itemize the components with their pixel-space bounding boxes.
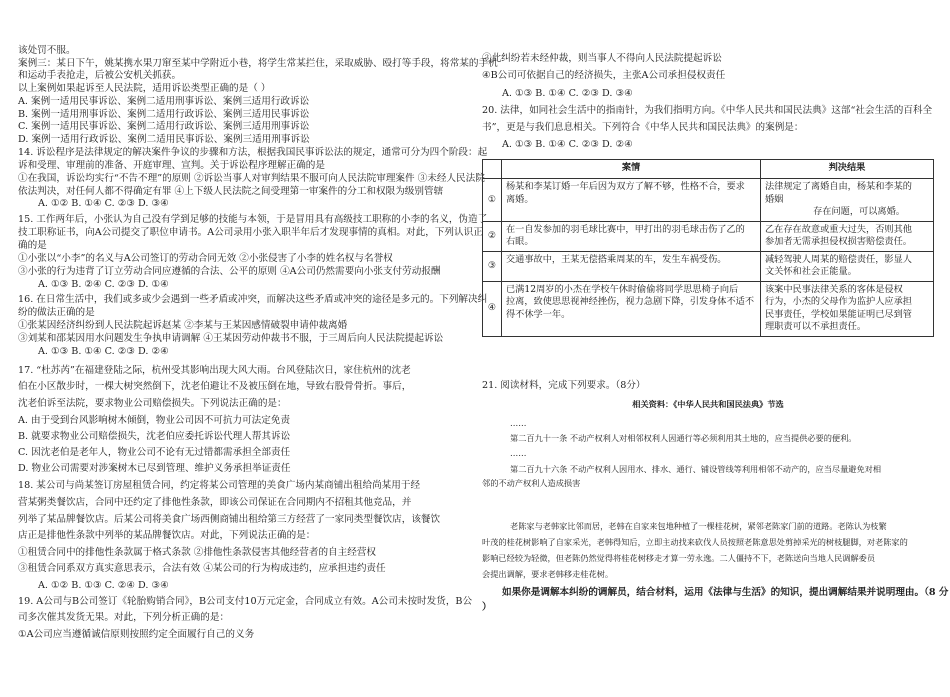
left-line-4: 以上案例如果起诉至人民法院，适用诉讼类型正确的是（ ） [18,83,271,94]
result-text-line: 法律规定了离婚自由，杨某和李某的 [765,181,912,192]
left-line-21: 纷的做法正确的是 [18,307,95,318]
left-line-14: 15. 工作两年后，小张认为自己没有学到足够的技能与本领，于是冒用具有高级技工职称的小李的名义，伪造了 [18,214,488,225]
left-line-33: 营某粥类餐饮店，合同中还约定了排他性条款，即该公司保证在合同期内不招租其他竞品，并 [18,497,412,508]
left-line-11: ①在我国，诉讼均实行“不告不理”的原则 ②诉讼当事人对审判结果不服可向人民法院审理案件 ③未经人民法院 [18,173,485,184]
q20-stem-1: 20. 法律，如同社会生活中的指南针，为我们指明方向。《中华人民共和国民法典》这部“社会生活的百科全 [482,105,933,116]
left-line-38: A. ①② B. ①③ C. ②④ D. ③④ [38,580,169,591]
result-text-line: 文关怀和社会正能量。 [765,266,857,277]
result-cell [761,221,934,251]
left-line-20: 16. 在日常生活中，我们或多或少会遇到一些矛盾或冲突，而解决这些矛盾或冲突的途径是多元的。下列解决纠 [18,294,488,305]
left-line-39: 19. A公司与B公司签订《轮胎购销合同》，B公司支付10万元定金，合同成立有效。A公司未按时发货，B公 [18,596,473,607]
ellipsis-1: …… [510,418,527,428]
result-text-line: 该案中民事法律关系的客体是侵权 [765,283,903,295]
case-table [482,159,934,337]
article-296-line1: 第二百九十六条 不动产权利人因用水、排水、通行、铺设管线等利用相邻不动产的，应当尽量避免对相 [510,464,882,474]
left-line-8: D. 案例一适用行政诉讼、案例二适用民事诉讼、案例三适用刑事诉讼 [18,134,310,145]
left-line-16: 确的是 [18,240,47,251]
row-number: ② [483,221,502,251]
result-text-line: 减轻驾驶人周某的赔偿责任，影显人 [765,253,912,265]
left-line-10: 诉和受理、审理前的准备、开庭审理、宣判。关于诉讼程序理解正确的是 [18,160,325,171]
header-case: 案情 [502,160,761,179]
left-line-18: ③小张的行为违背了订立劳动合同应遵循的合法、公平的原则 ④A公司仍然需要向小张支付劳动报酬 [18,266,441,277]
result-text-line: 乙在存在故意或重大过失，否则其他 [765,223,912,235]
left-line-17: ①小张以“小李”的名义与A公司签订的劳动合同无效 ②小张侵害了小李的姓名权与名誉权 [18,253,393,264]
left-line-36: ①租赁合同中的排他性条款属于格式条款 ②排他性条款侵害其他经营者的自主经营权 [18,547,377,558]
left-line-22: ①张某因经济纠纷到人民法院起诉赵某 ②李某与王某因感情破裂申请仲裁离婚 [18,320,348,331]
left-line-37: ③租赁合同系双方真实意思表示，合法有效 ④某公司的行为构成违约，应承担违约责任 [18,563,386,574]
table-row [483,251,934,281]
row-number: ④ [483,281,502,336]
result-text-line: 参加者无需承担侵权损害赔偿责任。 [765,236,912,247]
left-line-31: D. 物业公司需要对涉案树木已尽到管理、维护义务承担举证责任 [18,463,291,474]
result-text-line: 行为，小杰的父母作为监护人应承担 [765,296,912,307]
case-cell [502,179,761,222]
row-number: ① [483,179,502,222]
case-text-line: 拉离，致使思思视神经挫伤，视力急剧下降，引发身体不适不 [506,296,755,307]
article-296-line2: 邻的不动产权利人造成损害 [482,478,581,488]
left-line-32: 18. 某公司与尚某签订房屋租赁合同，约定将某公司管理的美食广场内某商铺出租给尚某用于经 [18,480,421,491]
q21-stem: 21. 阅读材料，完成下列要求。（8分） [482,380,646,391]
header-result: 判决结果 [761,160,934,179]
left-line-26: 伯在小区散步时，一棵大树突然倒下，沈老伯避让不及被压倒在地，导致右股骨骨折。事后， [18,381,412,392]
table-row [483,221,934,251]
left-line-27: 沈老伯诉至法院，要求物业公司赔偿损失。下列说法正确的是： [18,398,287,409]
left-line-3: 和运动手表抢走，后被公安机关抓获。 [18,70,182,81]
result-text-line: 民事责任，学校如果能证明已尽到管 [765,308,912,320]
article-291: 第二百九十一条 不动产权利人对相邻权利人因通行等必须利用其土地的，应当提供必要的便利。 [510,433,857,443]
result-text-line: 理职责可以不承担责任。 [765,321,867,332]
header-num [483,160,502,179]
case-cell [502,281,761,336]
case-text-line: 已满12周岁的小杰在学校午休时偷偷将同学思思椅子向后 [506,283,739,295]
left-line-12: 依法判决，对任何人都不得确定有罪 ④上下级人民法院之间受理第一审案件的分工和权限为级别管辖 [18,186,444,197]
table-row [483,281,934,336]
result-cell [761,251,934,281]
left-line-6: B. 案例一适用刑事诉讼、案例二适用行政诉讼、案例三适用民事诉讼 [18,109,310,120]
story-line-3: 影响已经较为轻微，但老陈仍然觉得将桂花树移走才算一劳永逸。二人僵持不下，老陈送向当地人民调解委员 [482,553,876,563]
left-line-28: A. 由于受到台风影响树木倾倒，物业公司因不可抗力可法定免责 [18,415,291,426]
left-line-9: 14. 诉讼程序是法律规定的解决案件争议的步骤和方法，根据我国民事诉讼法的规定，通常可分为四个阶段：起 [18,147,488,158]
q20-answers: A. ①③ B. ①④ C. ②③ D. ②④ [502,139,633,150]
story-line-4: 会提出调解，要求老韩移走桂花树。 [482,569,614,579]
right-column [482,0,949,697]
q20-stem-2: 书”，更是与我们息息相关。下列符合《中华人民共和国民法典》的案例是： [482,122,804,133]
left-column [18,0,498,697]
result-cell [761,281,934,336]
result-text-line: 婚姻 [765,193,784,205]
case-text-line: 杨某和李某订婚一年后因为双方了解不够，性格不合，要求 [506,181,745,192]
case-text-line: 得不休学一年。 [506,308,571,320]
left-line-29: B. 就要求物业公司赔偿损失，沈老伯应委托诉讼代理人帮其诉讼 [18,431,291,442]
left-line-34: 列举了某品牌餐饮店。后某公司将美食广场西侧商铺出租给第三方经营了一家同类型餐饮店，该餐饮 [18,514,441,525]
q19-option-3: ③此纠纷若未经仲裁，则当事人不得向人民法院提起诉讼 [482,53,722,64]
result-text-line: 存在问题，可以离婚。 [813,206,905,217]
left-line-15: 技工职称证书，向A公司提交了职位申请书。A公司录用小张入职半年后才发现事情的真相。对此，下列认识正 [18,227,483,238]
task-line-1: 如果你是调解本纠纷的调解员，结合材料，运用《法律与生活》的知识，提出调解结果并说明理由。（8 分 [502,587,949,598]
left-line-23: ③刘某和邵某因用水问题发生争执申请调解 ④王某因劳动仲裁书不服，于三周后向人民法院提起诉讼 [18,333,444,344]
material-title: 相关资料：《中华人民共和国民法典》节选 [632,399,784,409]
left-line-41: ①A公司应当遵循诚信原则按照约定全面履行自己的义务 [18,629,255,640]
left-line-1: 该处罚不服。 [18,45,76,56]
left-line-7: C. 案例一适用民事诉讼、案例二适用行政诉讼、案例三适用刑事诉讼 [18,121,310,132]
case-cell [502,221,761,251]
q19-option-4: ④B公司可依据自己的经济损失，主张A公司承担侵权责任 [482,70,726,81]
q19-answers: A. ①③ B. ①④ C. ②③ D. ③④ [502,88,633,99]
left-line-30: C. 因沈老伯是老年人，物业公司不论有无过错都需承担全部责任 [18,447,291,458]
left-line-35: 店正是排他性条款中列举的某品牌餐饮店。对此，下列说法正确的是： [18,530,316,541]
case-text-line: 右眼。 [506,236,534,247]
story-line-1: 老陈家与老韩家比邻而居，老韩在自家来包地种植了一棵桂花树，紧邻老陈家门前的道路。老陈认为枝繁 [510,521,887,531]
row-number: ③ [483,251,502,281]
left-line-25: 17. “杜苏芮”在福建登陆之际，杭州受其影响出现大风大雨。台风登陆次日，家住杭州的沈老 [18,365,411,376]
left-line-19: A. ①③ B. ②④ C. ②③ D. ①④ [38,279,169,290]
case-text-line: 离婚。 [506,193,534,205]
ellipsis-2: …… [510,448,527,458]
left-line-24: A. ①③ B. ①④ C. ②③ D. ②④ [38,346,169,357]
table-row [483,179,934,222]
left-line-13: A. ①② B. ①④ C. ②③ D. ③④ [38,198,169,209]
left-line-5: A. 案例一适用民事诉讼、案例二适用刑事诉讼、案例三适用行政诉讼 [18,96,310,107]
left-line-40: 司多次催其发货无果。对此，下列分析正确的是： [18,612,230,623]
case-text-line: 交通事故中，王某无偿搭乘周某的车，发生车祸受伤。 [506,253,727,265]
left-line-2: 案例三：某日下午，姚某携水果刀窜至某中学附近小巷，将学生常某拦住，采取威胁、殴打等手段，将常某的手机 [18,58,498,69]
case-cell [502,251,761,281]
case-text-line: 在一自发参加的羽毛球比赛中，甲打出的羽毛球击伤了乙的 [506,223,745,235]
result-cell [761,179,934,222]
task-line-2: ） [482,602,492,613]
story-line-2: 叶茂的桂花树影响了自家采光，老韩得知后，立即主动找来砍伐人员按照老陈意思处剪掉采光的树枝腿脚，对老陈家的 [482,537,908,547]
table-header-row [483,160,934,179]
